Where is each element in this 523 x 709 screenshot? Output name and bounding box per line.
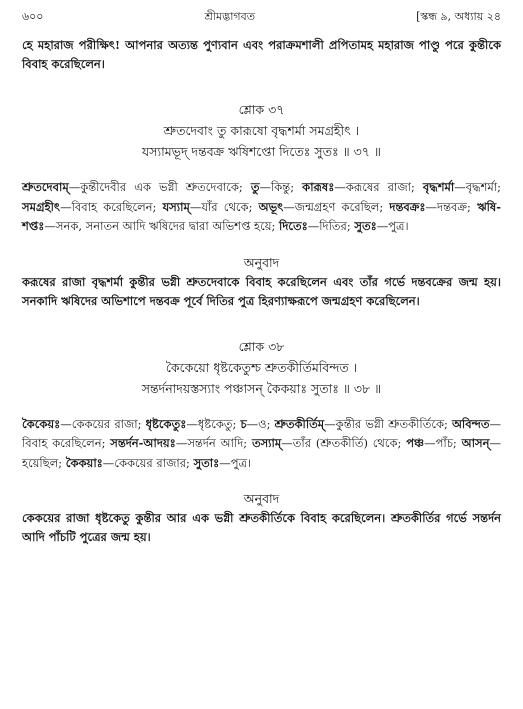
- synonyms-paragraph: [22, 178, 501, 237]
- synonyms-paragraph: [22, 415, 501, 474]
- synonym-word: সুতাঃ: [193, 455, 220, 470]
- synonym-word: তু: [250, 180, 260, 194]
- synonym-word: অভূৎ: [258, 199, 284, 214]
- synonym-word: কৈকেয়ঃ: [22, 416, 61, 431]
- synonym-word: সুতঃ: [354, 219, 377, 233]
- synonym-word: ধৃষ্টকেতুঃ: [145, 416, 187, 431]
- synonym-word: বৃদ্ধশর্মা: [422, 180, 455, 194]
- synonym-word: দন্তবক্রঃ: [389, 199, 426, 214]
- synonym-meaning: —বিবাহ করেছিলেন;: [22, 416, 501, 450]
- synonym-meaning: —পুত্র।: [219, 455, 252, 470]
- synonym-word: শ্রুতদেবাম্: [22, 180, 69, 194]
- verse-line: সন্তর্দনাদয়স্তস্যাং পঞ্চাসন্ কৈকয়াঃ সুতাঃ ॥ ৩৮ ॥: [141, 380, 382, 396]
- synonym-word: আসন্: [461, 436, 490, 450]
- section-label: [স্কন্ধ ৯, অধ্যায় ২৪: [416, 10, 501, 23]
- synonym-word: দিতেঃ: [279, 219, 308, 233]
- synonym-word: ঋষি-শপ্তঃ: [22, 199, 501, 233]
- translation-paragraph: করূষের রাজা বৃদ্ধশর্মা কুন্তীর ভগ্নী শ্রুতদেবাকে বিবাহ করেছিলেন এবং তাঁর গর্ভে দন্তবক্রের জন্ম হয়। সনকাদি ঋষিদের অভিশাপে দন্তবক্র পূর্বে দিতির পুত্র হিরণ্যাক্ষরূপে জন্মগ্রহণ করেছিলেন।: [22, 274, 501, 308]
- synonym-meaning: —কেকয়ের রাজার;: [102, 455, 194, 470]
- synonym-word: চ: [240, 416, 247, 431]
- translation-paragraph: কেকয়ের রাজা ধৃষ্টকেতু কুন্তীর আর এক ভগ্নী শ্রুতকীর্তিকে বিবাহ করেছিলেন। শ্রুতকীর্তির গর্ভে সন্তর্দন আদি পাঁচটি পুত্রের জন্ম হয়।: [22, 511, 501, 544]
- synonym-meaning: —কেকয়ের রাজা;: [60, 416, 146, 431]
- synonym-word: শ্রুতকীর্তিম্: [274, 416, 325, 431]
- synonym-meaning: —সনক, সনাতন আদি ঋষিদের দ্বারা অভিশপ্ত হয়ে;: [44, 219, 280, 233]
- synonym-meaning: —পাঁচ;: [424, 436, 462, 450]
- synonym-meaning: —বিবাহ করেছিলেন;: [60, 199, 163, 214]
- translation-heading: অনুবাদ: [243, 491, 280, 506]
- synonym-meaning: —ধৃষ্টকেতু;: [186, 416, 241, 431]
- verse-line: শ্রুতদেবাং তু কারূষো বৃদ্ধশর্মা সমগ্রহীৎ ।: [163, 123, 360, 138]
- synonym-word: যস্যাম্: [162, 199, 190, 214]
- synonym-word: তস্যাম্: [251, 436, 282, 450]
- synonym-meaning: —কুন্তীদেবীর এক ভগ্নী শ্রুতদেবাকে;: [68, 180, 251, 194]
- page-header: [22, 8, 501, 26]
- synonym-meaning: —কিন্তু;: [259, 180, 303, 194]
- synonym-word: সন্তর্দন-আদয়ঃ: [110, 436, 176, 450]
- synonym-meaning: —দিতির;: [307, 219, 355, 233]
- synonym-meaning: —পুত্র।: [376, 219, 409, 233]
- verse-line: কৈকেয়ো ধৃষ্টকেতুশ্চ শ্রুতকীর্তিমবিন্দত ।: [165, 359, 358, 375]
- synonym-meaning: —সন্তর্দন আদি;: [175, 436, 252, 450]
- verse-heading: শ্লোক ৩৭: [238, 102, 285, 117]
- synonym-meaning: —হয়েছিল;: [22, 436, 501, 470]
- synonym-word: সমগ্রহীৎ: [22, 199, 61, 214]
- synonym-meaning: —কুন্তীর ভগ্নী শ্রুতকীর্তিকে;: [324, 416, 452, 431]
- synonym-meaning: —ও;: [246, 416, 275, 431]
- synonym-meaning: —করূষের রাজা;: [334, 180, 423, 194]
- verse-heading: শ্লোক ৩৮: [238, 338, 285, 354]
- translation-heading: অনুবাদ: [243, 254, 280, 270]
- intro-paragraph: হে মহারাজ পরীক্ষিৎ! আপনার অত্যন্ত পুণ্যবান এবং পরাক্রমশালী প্রপিতামহ মহারাজ পাণ্ডু পরে কুন্তীকে বিবাহ করেছিলেন।: [22, 38, 501, 71]
- synonym-word: অবিন্দত: [451, 416, 490, 431]
- verse-line: যস্যামভূদ্ দন্তবক্র ঋষিশপ্তো দিতেঃ সুতঃ ॥ ৩৭ ॥: [142, 144, 381, 159]
- synonym-meaning: —তাঁর (শ্রুতকীর্তি) থেকে;: [281, 436, 407, 450]
- synonym-meaning: —যাঁর থেকে;: [189, 199, 259, 214]
- synonym-meaning: —জন্মগ্রহণ করেছিল;: [283, 199, 390, 214]
- page-number: ৬০০: [22, 10, 44, 23]
- synonym-meaning: —দন্তবক্র;: [425, 199, 478, 214]
- synonym-meaning: —বৃদ্ধশর্মা;: [454, 180, 501, 194]
- book-title: শ্রীমদ্ভাগবত: [204, 10, 255, 23]
- synonym-word: কারূষঃ: [302, 180, 335, 194]
- synonym-word: পঞ্চ: [406, 436, 425, 450]
- synonym-word: কৈকয়াঃ: [65, 455, 103, 470]
